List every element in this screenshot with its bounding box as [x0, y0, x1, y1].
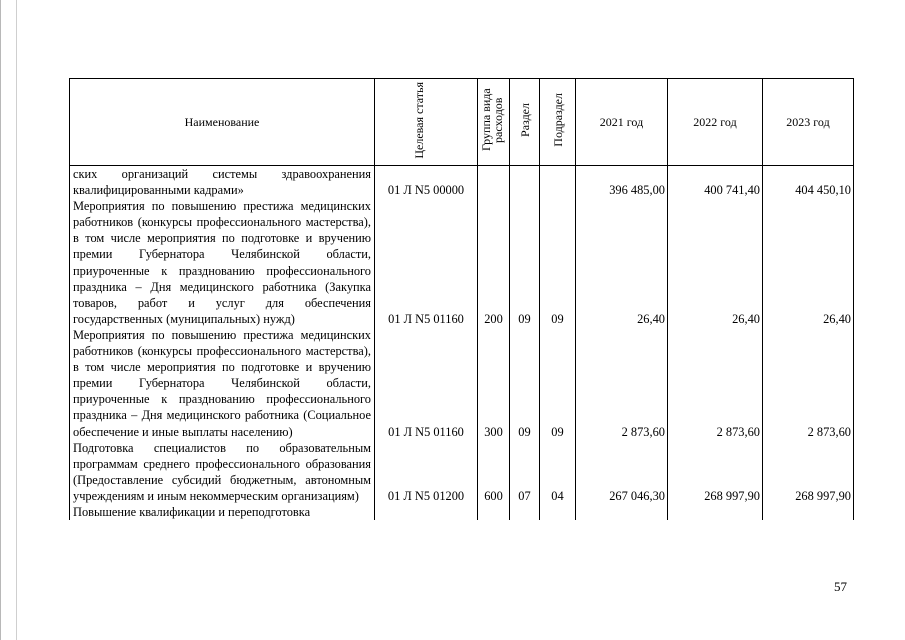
header-name: Наименование — [70, 79, 375, 166]
row-2022: 26,40 — [668, 198, 763, 327]
row-section: 09 — [510, 198, 540, 327]
row-2021: 396 485,00 — [576, 166, 668, 199]
table-row — [70, 166, 854, 199]
row-2021: 26,40 — [576, 198, 668, 327]
row-name: Мероприятия по повышению престижа медицинских работников (конкурсы профессионального мастерства), в том числе мероприятия по подготовке и вручению премии Губернатора Челябинской области, приуроченные к празднованию профессионального праздника – Дня медицинского работника (Закупка товаров, работ и услуг для обеспечения государственных (муниципальных) нужд) — [70, 198, 375, 327]
header-row — [70, 79, 854, 166]
row-name: Повышение квалификации и переподготовка — [70, 504, 375, 520]
row-section: 07 — [510, 440, 540, 504]
row-2023 — [763, 504, 854, 520]
page-edge — [0, 0, 1, 640]
table-row — [70, 504, 854, 520]
header-target: Целевая статья — [375, 79, 478, 166]
row-2023: 26,40 — [763, 198, 854, 327]
budget-table — [69, 78, 854, 520]
row-group: 300 — [478, 327, 510, 440]
header-subsection: Подраздел — [540, 79, 576, 166]
row-2022 — [668, 504, 763, 520]
row-subsection — [540, 166, 576, 199]
row-subsection: 09 — [540, 198, 576, 327]
row-2023: 404 450,10 — [763, 166, 854, 199]
row-target: 01 Л N5 01160 — [375, 327, 478, 440]
row-2021: 267 046,30 — [576, 440, 668, 504]
row-2023: 2 873,60 — [763, 327, 854, 440]
page-number: 57 — [834, 579, 847, 594]
header-2021: 2021 год — [576, 79, 668, 166]
row-subsection: 09 — [540, 327, 576, 440]
row-2022: 400 741,40 — [668, 166, 763, 199]
row-subsection — [540, 504, 576, 520]
table-row — [70, 440, 854, 504]
row-group: 600 — [478, 440, 510, 504]
row-section: 09 — [510, 327, 540, 440]
row-group — [478, 166, 510, 199]
header-section: Раздел — [510, 79, 540, 166]
row-2023: 268 997,90 — [763, 440, 854, 504]
row-subsection: 04 — [540, 440, 576, 504]
row-name: Подготовка специалистов по образовательным программам среднего профессионального образования (Предоставление субсидий бюджетным, автономным учреждениям и иным некоммерческим организациям) — [70, 440, 375, 504]
row-2021: 2 873,60 — [576, 327, 668, 440]
row-name: Мероприятия по повышению престижа медицинских работников (конкурсы профессионального мастерства), в том числе мероприятия по подготовке и вручению премии Губернатора Челябинской области, приуроченные к празднованию профессионального праздника – Дня медицинского работника (Социальное обеспечение и иные выплаты населению) — [70, 327, 375, 440]
header-2023: 2023 год — [763, 79, 854, 166]
row-target: 01 Л N5 00000 — [375, 166, 478, 199]
table-row — [70, 198, 854, 327]
row-group — [478, 504, 510, 520]
row-2021 — [576, 504, 668, 520]
row-target: 01 Л N5 01200 — [375, 440, 478, 504]
header-group: Группа вида расходов — [478, 79, 510, 166]
header-2022: 2022 год — [668, 79, 763, 166]
row-2022: 2 873,60 — [668, 327, 763, 440]
row-target — [375, 504, 478, 520]
table-row — [70, 327, 854, 440]
scan-line — [16, 0, 17, 640]
row-name: ских организаций системы здравоохранения квалифицированными кадрами» — [70, 166, 375, 199]
row-2022: 268 997,90 — [668, 440, 763, 504]
row-group: 200 — [478, 198, 510, 327]
row-target: 01 Л N5 01160 — [375, 198, 478, 327]
row-section — [510, 166, 540, 199]
row-section — [510, 504, 540, 520]
